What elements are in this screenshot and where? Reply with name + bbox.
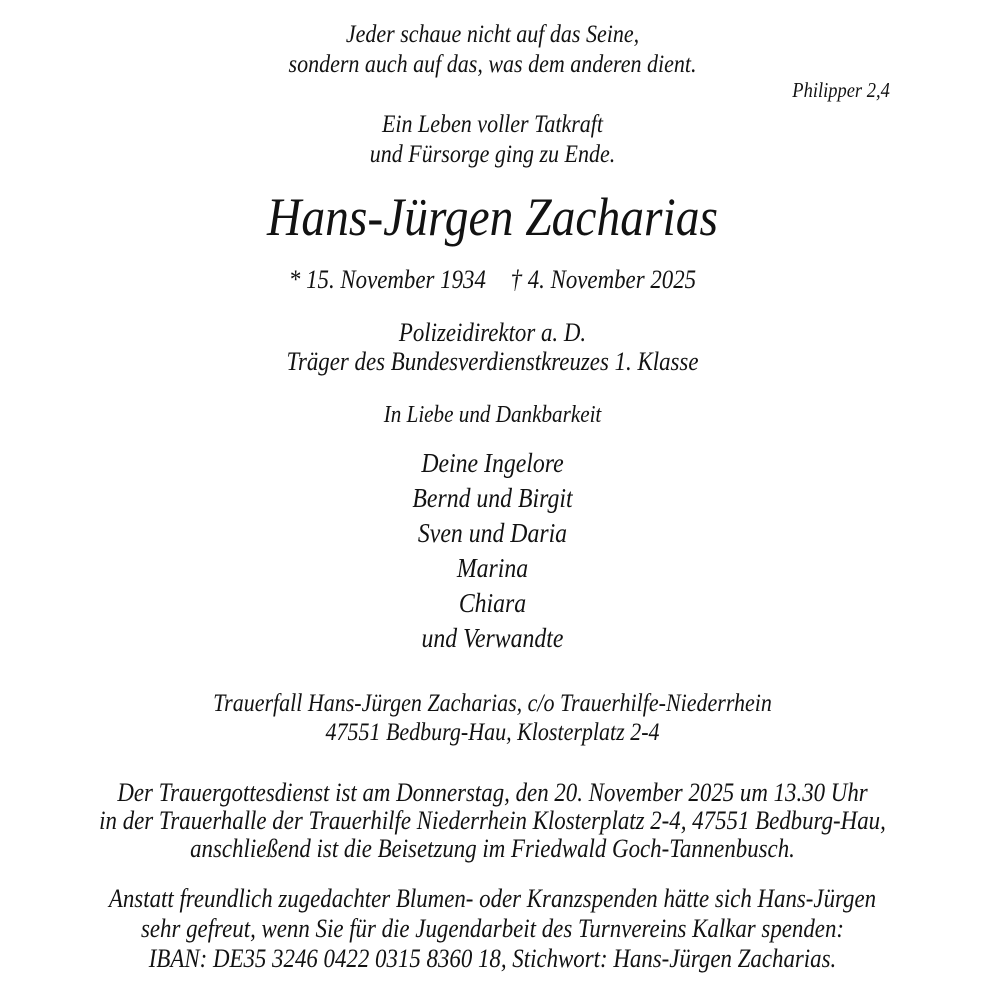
scripture-quote: [59, 20, 926, 80]
intro-verse-line-2: und Fürsorge ging zu Ende.: [369, 141, 616, 168]
family-member: Bernd und Birgit: [412, 483, 573, 513]
funeral-contact-address: [59, 689, 926, 747]
donation-line-1: Anstatt freundlich zugedachter Blumen- oder Kranzspenden hätte sich Hans-Jürgen: [108, 884, 877, 913]
family-member: Marina: [456, 553, 529, 583]
deceased-titles: [59, 318, 926, 376]
title-line-2: Träger des Bundesverdienstkreuzes 1. Klasse: [286, 347, 699, 376]
family-member: Sven und Daria: [417, 518, 568, 548]
service-line-3: anschließend ist die Beisetzung im Friedwald Goch-Tannenbusch.: [190, 834, 795, 863]
mourning-phrase: In Liebe und Dankbarkeit: [383, 402, 602, 428]
service-details: [59, 779, 926, 863]
scripture-quote-line-1: Jeder schaue nicht auf das Seine,: [345, 21, 640, 48]
donation-request: [59, 884, 926, 974]
contact-line-2: 47551 Bedburg-Hau, Klosterplatz 2-4: [325, 719, 660, 746]
service-line-2: in der Trauerhalle der Trauerhilfe Niederrhein Klosterplatz 2-4, 47551 Bedburg-Hau,: [99, 806, 886, 835]
title-line-1: Polizeidirektor a. D.: [398, 318, 587, 347]
donation-line-3: IBAN: DE35 3246 0422 0315 8360 18, Stichwort: Hans-Jürgen Zacharias.: [148, 944, 837, 973]
scripture-attribution: Philipper 2,4: [792, 78, 890, 102]
intro-verse: [59, 110, 926, 170]
family-member: und Verwandte: [421, 623, 564, 653]
donation-line-2: sehr gefreut, wenn Sie für die Jugendarbeit des Turnvereins Kalkar spenden:: [140, 914, 845, 943]
family-member: Chiara: [458, 588, 527, 618]
life-dates: [59, 264, 926, 296]
birth-date: * 15. November 1934: [288, 265, 486, 294]
deceased-name: Hans-Jürgen Zacharias: [267, 187, 718, 247]
family-list: [59, 446, 926, 656]
scripture-quote-line-2: sondern auch auf das, was dem anderen dient.: [288, 51, 697, 78]
family-member: Deine Ingelore: [421, 448, 564, 478]
death-date: † 4. November 2025: [510, 265, 697, 294]
obituary-content: [59, 0, 926, 1000]
service-line-1: Der Trauergottesdienst ist am Donnerstag, den 20. November 2025 um 13.30 Uhr: [117, 778, 868, 807]
contact-line-1: Trauerfall Hans-Jürgen Zacharias, c/o Trauerhilfe-Niederrhein: [213, 690, 772, 717]
intro-verse-line-1: Ein Leben voller Tatkraft: [381, 111, 604, 138]
